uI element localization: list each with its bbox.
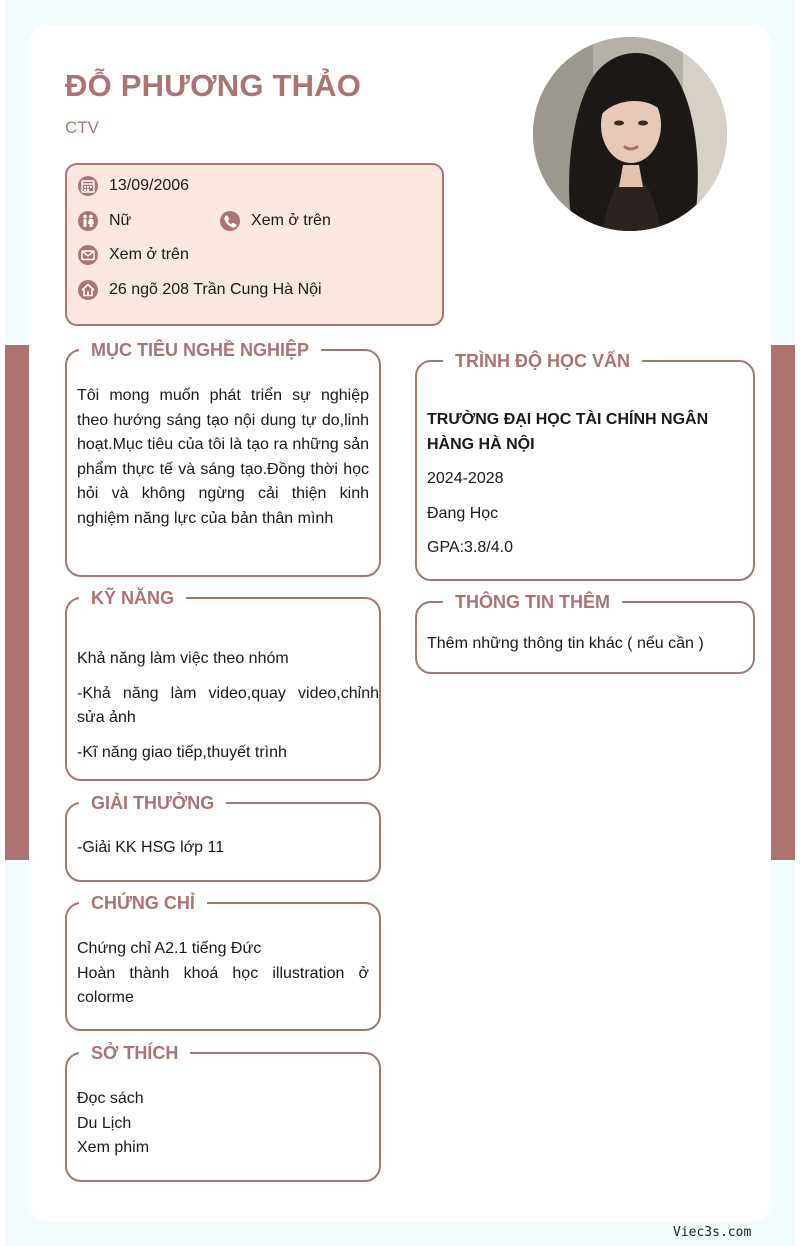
- list-item: Chứng chỉ A2.1 tiếng Đức: [77, 940, 262, 957]
- education-status: Đang Học: [427, 504, 499, 522]
- gender-row: [77, 210, 131, 232]
- objective-text: Tôi mong muốn phát triển sự nghiệp theo hướng sáng tạo nội dung tự do,linh hoạt.Mục tiêu của tôi là tạo ra những sản phẩm thực tế và sáng tạo.Đồng thời học hỏi và không ngừng cải thiện kinh nghiệm năng lực của bản thân mình: [77, 387, 369, 527]
- education-section: [415, 351, 755, 581]
- phone-icon: [219, 210, 241, 232]
- email-value: Xem ở trên: [109, 246, 189, 263]
- hobbies-list: [77, 1087, 369, 1161]
- education-details: [427, 408, 743, 561]
- skills-list: [77, 647, 379, 765]
- left-accent-bar: [5, 345, 29, 860]
- certificates-list: [77, 937, 369, 1011]
- watermark: Viec3s.com: [673, 1225, 752, 1240]
- list-item: -Kĩ năng giao tiếp,thuyết trình: [77, 743, 287, 761]
- birthday-value: 13/09/2006: [109, 177, 190, 194]
- objective-title: MỤC TIÊU NGHỀ NGHIỆP: [79, 337, 321, 363]
- hobbies-section: [65, 1043, 381, 1182]
- skills-title: KỸ NĂNG: [79, 585, 186, 611]
- email-row: [77, 244, 189, 266]
- awards-title: GIẢI THƯỞNG: [79, 790, 226, 816]
- awards-list: [77, 836, 369, 861]
- extra-info-text: Thêm những thông tin khác ( nếu cần ): [427, 635, 704, 652]
- list-item: Du Lịch: [77, 1114, 132, 1132]
- phone-value: Xem ở trên: [251, 212, 331, 229]
- school-name: TRƯỜNG ĐẠI HỌC TÀI CHÍNH NGÂN HÀNG HÀ NỘI: [427, 411, 709, 453]
- list-item: Khả năng làm việc theo nhóm: [77, 650, 289, 667]
- candidate-role: CTV: [65, 118, 99, 137]
- education-title: TRÌNH ĐỘ HỌC VẤN: [443, 348, 642, 374]
- awards-section: [65, 793, 381, 882]
- extra-info-title: THÔNG TIN THÊM: [443, 589, 622, 615]
- gender-value: Nữ: [109, 212, 132, 229]
- objective-section: [65, 340, 381, 577]
- list-item: Hoàn thành khoá học illustration ở colorme: [77, 964, 369, 1006]
- phone-row: [219, 210, 331, 232]
- skills-section: [65, 588, 381, 781]
- birthday-row: [77, 175, 189, 197]
- education-years: 2024-2028: [427, 470, 504, 487]
- education-gpa: GPA:3.8/4.0: [427, 539, 513, 556]
- calendar-icon: [77, 175, 99, 197]
- home-icon: [77, 279, 99, 301]
- hobbies-title: SỞ THÍCH: [79, 1040, 190, 1066]
- list-item: -Giải KK HSG lớp 11: [77, 839, 225, 856]
- avatar: [533, 37, 727, 231]
- list-item: -Khả năng làm video,quay video,chỉnh sửa ảnh: [77, 684, 379, 726]
- certificates-title: CHỨNG CHỈ: [79, 890, 207, 916]
- envelope-icon: [77, 244, 99, 266]
- address-row: [77, 279, 322, 301]
- certificates-section: [65, 893, 381, 1031]
- list-item: Đọc sách: [77, 1090, 144, 1107]
- gender-icon: [77, 210, 99, 232]
- extra-info-section: [415, 592, 755, 674]
- right-accent-bar: [771, 345, 795, 860]
- candidate-name: ĐỖ PHƯƠNG THẢO: [65, 68, 362, 103]
- address-value: 26 ngõ 208 Trần Cung Hà Nội: [109, 281, 322, 298]
- list-item: Xem phim: [77, 1139, 150, 1156]
